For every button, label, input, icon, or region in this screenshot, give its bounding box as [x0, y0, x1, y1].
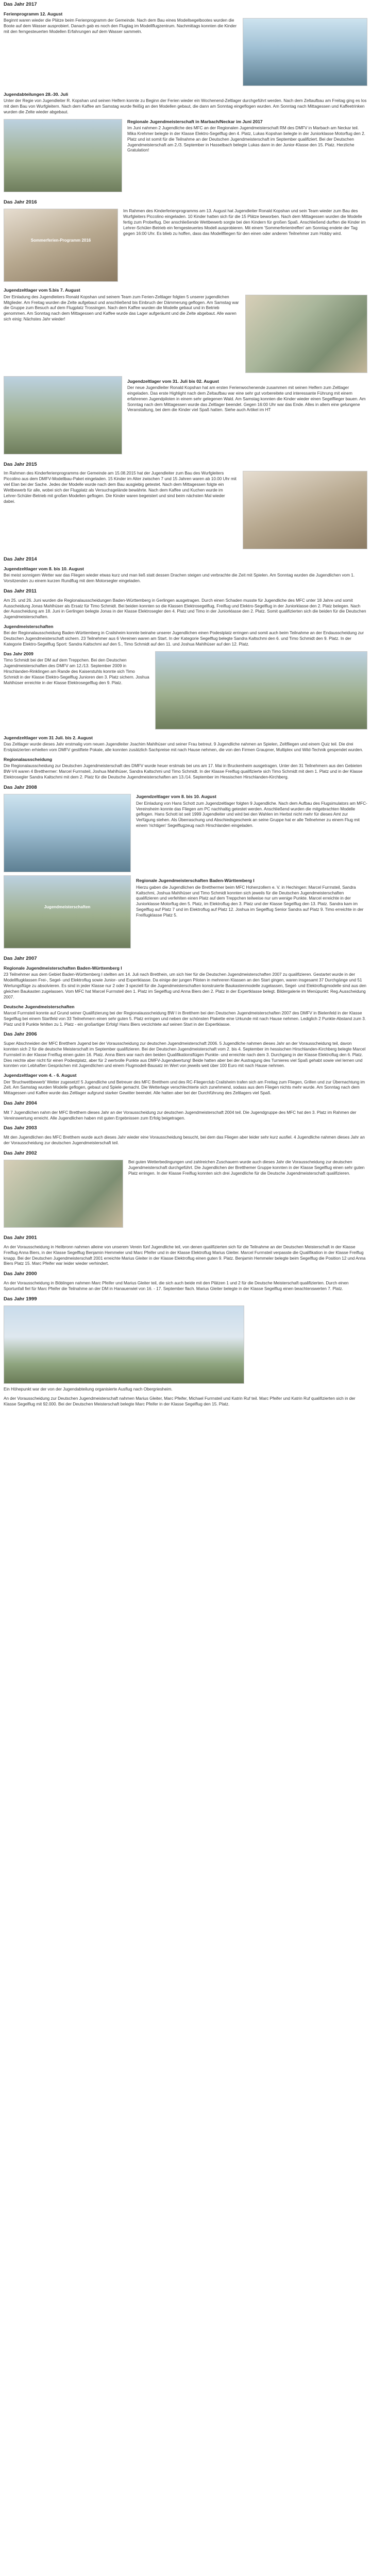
section-heading: Jugendabteilungen 28.-30. Juli	[4, 92, 69, 97]
section-heading: Jugendzeltlager vom 4. - 6. August	[4, 1073, 77, 1078]
paragraph: Timo Schmidt bei der DM auf dem Treppchen. Bei den Deutschen Jugendmeisterschaften des DMFV am 12./13. September 2009 in Hirschlanden-Rinklingen am Rande des Kaiserstuhls konnte sich Timo Schmidt in der Klasse Elektro-Segelflug Junioren den 3. Platz sichern. Joshua Mahlhüser erreichte in der Klasse Elektrosegelflug den 9. Platz.	[4, 658, 149, 685]
section-heading: Jugendzeltlager vom 31. Juli bis 02. August	[127, 378, 219, 384]
section-heading: Jugendzeltlager vom 31 Juli. bis 2. August	[4, 735, 93, 740]
year-heading: Das Jahr 2016	[4, 199, 37, 205]
paragraph: Im Rahmen des Kinderferienprogramms der Gemeinde am 15.08.2015 hat der Jugendleiter zum Bau des Wurfgleiters Piccolino aus dem DMFV-Modellbau-Paket eingeladen. 15 Kinder im Alter zwischen 7 und 15 Jahren waren ab 10.00 Uhr mit viel Elan bei der Sache. Jedes der Modelle wurde nach dem Bau ausgiebig getestet. Nach dem Mittagessen folgte ein Wettbewerb für alle, wobei sich der Flugplatz als Versuchsgelände bewährte. Nach dem Kaffee und Kuchen wurde im Lehrer-Schüler-Betrieb mit großen Modellen geflogen. Die Kinder waren begeistert und sind beim nächsten Mal wieder dabei.	[4, 471, 237, 504]
photo	[4, 1160, 123, 1228]
section-heading: Ferienprogramm 12. August	[4, 11, 63, 16]
paragraph: An der Vorausscheidung in Heilbronn nahmen alleine von unserem Verein fünf Jugendliche teil, von denen qualifizierten sich für die Teilnahme an der Deutschen Meisterschaft in der Klasse Freiflug Anna Biers, in der Klasse Segelflug Benjamin Hemmeler und Marc Pfeifer und in der Klasse Elektroflug Marius Gleiter. Marcel Furrnsteil verpasste die Qualifikation in der Klasse Freiflug knapp. Bei der Deutschen Jugendmeisterschaft 2001 erreichte Marius Gleiter in der Klasse Elektroflug einen guten 9. Platz. Benjamin Hemmeler belegte beim Segelflug die Position 12 und Anna Biers Platz 15. Marc Pfeifer war leider wieder verhindert.	[4, 1244, 366, 1266]
year-heading: Das Jahr 2015	[4, 461, 37, 467]
paragraph: Die Regionalausscheidung zur Deutschen Jugendmeisterschaft des DMFV wurde heuer erstmals bei uns am 17. Mai in Bruckenheim ausgetragen. Unter den 31 Teilnehmern aus den Gebieten BW-V4 waren 4 Bretthermer: Marcel Furrnsteil, Joshua Mahlhüser, Sandra Kaltschmi und Timo Schmidt. In der Klasse Freiflug qualifizierte sich Timo Schmidt mit dem 1. Platz und in der Klasse Elektrosegler Sandra Kaltschmi mit dem 2. Platz für die Deutsche Jugendmeisterschaften am 13./14. September im Hessischen Hirschlanden-Kirchberg.	[4, 764, 363, 779]
section-heading: Regionalausscheidung	[4, 756, 53, 762]
paragraph: Mit den Jugendlichen des MFC Bretthem wurde auch dieses Jahr wieder eine Vorausscheidung besucht, bei dem das Fliegen aber leider sehr kurz ausfiel. 4 Jugendliche nahmen dieses Jahr an der Vorausscheidung zur deutschen Jugendmeisterschaft teil.	[4, 1134, 365, 1145]
section-heading: Jugendzeltlager vom 8. bis 10. August	[4, 566, 84, 572]
photo	[4, 209, 118, 282]
paragraph: Der 'Bruchwettbewerb' Wetter zugesetzt! 5 Jugendliche und Betreuer des MFC Bretthem und des RC-Fliegerclub Crailsheim trafen sich am Freitag zum Fliegen, Grillen und zur Übernachtung im Zelt. Am Samstag wurden Modelle geflogen, gebaut und Spiele gemacht. Die Wetterlage verschlechterte sich zunehmend, sodass aus dem Fliegen nichts mehr wurde. Am Sonntag nach dem Mittagessen und Kaffee wurde das Zeltlager aufgrund starker Gewitter beendet. Alle hatten aber bei der Durchführung des Zeltlagers viel Spaß.	[4, 1079, 365, 1096]
section-heading: Regionale Jugendmeisterschaften Baden-Württemberg I	[4, 965, 122, 971]
paragraph: Beginnt waren wieder die Plätze beim Ferienprogramm der Gemeinde. Nach dem Bau eines Modellsegelbootes wurden die Boote auf dem Wasser ausprobiert. Danach gab es noch den Flugtag im Modellflugzentrum. Nachmittags konnten die Kinder mit den ferngesteuerten Modellen Erfahrungen auf dem Wasser sammeln.	[4, 18, 237, 34]
photo	[4, 1306, 244, 1384]
paragraph: Hierzu gaben die Jugendlichen die Bretthermer beim MFC Hohenzollern e. V. in Hechingen: Marcel Furrnsteil, Sandra Kaltschmi, Joshua Mahlhüser und Timo Schmidt konnten sich jeweils für die Deutschen Jugendmeisterschaften qualifizieren und verfehlten einen Platz auf dem Treppchen teilweise nur um wenige Punkte. Marcel erreichte in der Juniorklasse Motorflug den 5. Platz, im Elektroflug den 3. Platz und der Klasse Segelflug den 13. Platz. Sandra kam im Segelflug auf Platz 7 und im Elektroflug auf Platz 12. Joshua im Segelflug Senior Sandra auf Platz 9. Timo erreichte in der Freiflugklasse Platz 5.	[136, 885, 364, 918]
photo	[4, 875, 131, 948]
year-heading: Das Jahr 2004	[4, 1100, 37, 1107]
year-heading: Das Jahr 2001	[4, 1235, 37, 1241]
photo-caption: Sommerferien-Programm 2016	[30, 238, 91, 243]
photo	[243, 18, 367, 86]
year-heading: Das Jahr 2014	[4, 556, 37, 563]
paragraph: Marcel Furrnsteil konnte auf Grund seiner Qualifizierung bei der Regionalausscheidung BW I in Bretthem bei den Deutschen Jugendmeisterschaften 2007 des DMFV in Bielenfeld in der Klasse Segelflug bei einem Startfeld von 33 Teilnehmern einen sehr guten 5. Platz erringen und neben der schönsten Plakette eine Urkunde mit nach Hause nehmen. Lediglich 2 Punkte-Abstand zum 3. Platz und 8 Punkte fehlten zu 1. Platz - ein großartiger Erfolg! Hans Biers verzichtete auf seinen Start in der Expertklasse.	[4, 1010, 366, 1027]
paragraph: 23 Teilnehmer aus dem Gebiet Baden-Württemberg I stellten am 14. Juli nach Bretthein, um sich hier für die Deutschen Jugendmeisterschaften 2007 zu qualifizieren. Gestartet wurde in der Modellflugklassen Frei-, Segel- und Elektroflug sowie Junior- und Expertklasse. Da einige der jungen Piloten in mehreren Klassen an den Start gingen, waren insgesamt 37 Durchgänge und 51 Wertungsflüge zu absolvieren. Es sind in jeder Klasse nur 2 oder 3 speziell für die Jugendmeisterschaften konstruierte Baukastenmodelle zugelassen, Segel- und Elektroflugmodelle sind aus den gleichen Baukasten zugelassen. Vom MFC hat Marcel Furrnsteil den 1. Platz im Segelflug und Anna Biers den 2. Platz in der Expertklasse belegt. Bildergalerie im Menüpunkt: Reg.Ausscheidung 2007.	[4, 972, 366, 999]
paragraph: Mit 7 Jugendlichen nahm der MFC Bretthem dieses Jahr an der Vorausscheidung zur deutschen Jugendmeisterschaft 2004 teil. Die Jugendgruppe des MFC hat den 3. Platz im Rahmen der Vereinswertung erreicht. Alle Jugendlichen haben mit guten Ergebnissen zum Erfolg beigetragen.	[4, 1110, 357, 1121]
year-heading: Das Jahr 2011	[4, 588, 37, 595]
section-heading: Jugendzeltlager vom 5.bis 7. August	[4, 287, 80, 293]
paragraph: Bei meist sonnigem Wetter war das Fliegen wieder etwas kurz und man ließ statt dessen Drachen steigen und verbrachte die Zeit mit Spielen. Am Sonntag wurden die Jugendlichen vom 1. Vorsitzenden zu einem kurzen Rundflug mit dem Motorsegler eingeladen.	[4, 573, 355, 584]
paragraph: Das Zeltlager wurde dieses Jahr erstmalig vom neuen Jugendleiter Joachim Mahlhüser und seiner Frau betreut. 9 Jugendliche nahmen an Spielen, Zeltfliegen und einem Quiz teil. Die drei Erstplatzierten erhielten vom DMFV gestiftete Pokale, alle konnten zusätzlich Sachpreise mit nach Hause nehmen, die von den Firmen Graupner, Multiplex und Wild-Technik gespendet wurden.	[4, 742, 363, 753]
paragraph: Der Einladung des Jugendleiters Ronald Kopshan und seinem Team zum Ferien-Zeltlager folgten 5 unserer jugendlichen Mitglieder. Am Freitag wurden die Zelte aufgebaut und anschließend bis Einbruch der Dämmerung geflogen. Am Samstag war die Gruppe zum Besuch auf dem Flugplatz Trossingen. Nach dem Kaffee wurden die Modelle gebaut und in Betrieb genommen. Am Sonntag nach dem Mittagessen und Kaffee wurde das Lager aufgeräumt und die Zelte abgebaut. Alle waren sich einig: Nächstes Jahr wieder!	[4, 294, 239, 322]
paragraph: Am 25. und 26. Juni wurden die Regionalausscheidungen Baden-Württemberg in Gerlingen ausgetragen. Durch einen Schaden musste für Jugendliche des MFC unter 18 Jahre und somit Ausscheidung Jonas Mahlhüser als Ersatz für Timo Schmidt. Bei beiden konnten so die Klassen Elektrosegelflug, Freiflug und Elektro-Segelflug in der Juniorklasse den 2. Platz belegen. Nach der Ausscheidung am 18. Juni in Gerlingen belegte Jonas in der Klasse Elektrosegler den 4. Platz und Timo in der Juniorklasse den 2. Platz. Somit qualifizierten sich die beiden für die Deutschen Jugendmeisterschaften.	[4, 598, 366, 620]
year-heading: Das Jahr 2003	[4, 1125, 37, 1131]
paragraph: An der Vorausscheidung zur Deutschen Jugendmeisterschaft nahmen Marius Gleiter, Marc Pfeifer, Michael Furrnsteil und Katrin Ruf teil. Marc Pfeifer und Katrin Ruf qualifizierten sich in der Klasse Segelflug mit 92.000. Bei der Deutschen Meisterschaft belegte Marc Pfeifer in der Klasse Segelflug den 15. Platz.	[4, 1396, 356, 1406]
paragraph: Super Abschneiden der MFC Bretthem Jugend bei der Vorausscheidung zur deutschen Jugendmeisterschaft 2006. 5 Jugendliche nahmen dieses Jahr an der Vorausscheidung teil, davon konnten sich 2 für die deutsche Meisterschaft im September qualifizieren. Bei der Deutschen Jugendmeisterschaft vom 2. bis 4. September im hessischen Hirschlanden-Kirchberg belegte Marcel Furrnsteil in der Klasse Freiflug einen guten 16. Platz. Anna Biers war nach den beiden Qualifikationsflügen Punkte- und erreichte nach dem 3. Durchgang in der Klasse Elektroflug den 6. Platz. Dies reichte aber nicht für einen Podestplatz, aber für 2 wertvolle Punkte aus DMFV-Jugendwertung! Beide hatten aber bei der Austragung des Turnieres viel Spaß gehabt sowie viel lernen und konnten von Lebhaften Gesprächen mit Jugendlichen und einem Flugmodell-Bausatz im Wert von jeweils weit über 100 Euro mit nach Hause nehmen.	[4, 1041, 366, 1069]
photo	[4, 376, 122, 454]
photo	[155, 651, 367, 730]
year-heading: Das Jahr 2006	[4, 1031, 37, 1038]
year-heading: Das Jahr 2000	[4, 1271, 37, 1277]
paragraph: Der neue Jugendleiter Ronald Kopshan hat am ersten Ferienwochenende zusammen mit seinen Helfern zum Zeltlager eingeladen. Das erste Highlight nach dem Zeltaufbau war eine sehr gut vorbereitete und interessante Führung mit einem erfahrenen Jugendpiloten in einem sehr gelegenen Wald. Am Samstag konnten die Kinder wieder einen Segelflieger bauen. Am Sonntag nach dem Mittagessen wurde das Zeltlager beendet. Gegen 16:00 Uhr war das Ende. Alles in allem eine gelungene Veranstaltung, bei dem die Kinder viel Spaß hatten. Siehe auch Artikel im HT	[127, 385, 366, 413]
paragraph: Im Juni nahmen 2 Jugendliche des MFC an der Regionalen Jugendmeisterschaft RM des DMFV in Marbach am Neckar teil. Mika Krehmer belegte in der Klasse Elektro-Segelflug den 4. Platz, Lukas Kopshan belegte in der Juniorklasse Motorflug den 2. Platz und ist somit für die Teilnahme an der Deutschen Jugendmeisterschaft im September qualifiziert. Bei der Deutschen Jugendmeisterschaft am 2./3. September in Hasselbach belegte Lukas dann in der Junior-Klasse den 15. Platz. Herzliche Gratulation!	[127, 126, 365, 153]
year-heading: Das Jahr 2008	[4, 784, 37, 790]
section-heading: Deutsche Jugendmeisterschaften	[4, 1004, 75, 1009]
section-heading: Jugendzeltlager vom 8. bis 10. August	[136, 794, 216, 800]
paragraph: An der Vorausscheidung in Böblingen nahmen Marc Pfeifer und Marius Gleiter teil, die sich auch beide mit den Plätzen 1 und 2 für die Deutsche Meisterschaft qualifizierten. Durch einen Sportunfall fiel für Marc Pfeifer die Teilnahme an der DM in Hanauerwiel von 16. - 17. September flach. Marius Gleiter belegte in der Klasse Segelflug einen beachtenswerten 7. Platz.	[4, 1280, 349, 1291]
paragraph: Der Einladung von Hans Schott zum Jugendzeltlager folgten 9 Jugendliche. Nach dem Aufbau des Flugsimulators am MFC-Vereinsheim konnte das Fliegen am PC nachhaltig getestet werden. Anschließend wurden die mitgebrachten Modelle geflogen. Hans Schott ist seit 1999 Jugendleiter und wird bei den Wahlen im Herbst nicht mehr für dieses Amt zur Verfügung stehen. Als Überraschung und Abschiedsgeschenk an seine Gruppe hat er alle Teilnehmer zu einem Flug mit einem 'richtigen' Segelflugzeug nach Hirschlanden eingeladen.	[136, 801, 367, 828]
paragraph: Im Rahmen des Kinderferienprogramms am 13. August hat Jugendleiter Ronald Kopshan und sein Team wieder zum Bau des Wurfgleiters Piccolino eingeladen. 10 Kinder hatten sich für die 15 Plätze beworben. Nach dem Mittagessen wurden die Modelle fertig zum Probeflug. Der anschließende Wettbewerb sorgte bei den Kindern für großen Spaß. Anschließend durften die Kinder im Lehrer-Schüler-Betrieb ein ferngesteuertes Modell ausprobieren. Mit einem 'Sommerferientreffen' am Sonntag endete der Tag gegen 16:00 Uhr. Es blieb zu hoffen, dass das Modellfliegen für den einen oder anderen Teilnehmer zum Hobby wird.	[123, 209, 366, 236]
photo	[245, 295, 367, 373]
section-heading: Das Jahr 2009	[4, 651, 33, 656]
photo-caption: Jugendmeisterschaften	[44, 905, 91, 910]
paragraph: Ein Höhepunkt war der von der Jugendabteilung organisierte Ausflug nach Obergriesheim.	[4, 1387, 173, 1392]
year-heading: Das Jahr 2007	[4, 956, 37, 962]
photo	[4, 794, 131, 872]
section-heading: Jugendmeisterschaften	[4, 624, 54, 630]
paragraph: Unter der Regie von Jugendleiter R. Kopshan und seinen Helfern konnte zu Beginn der Ferien wieder ein Wochenend-Zeltlager durchgeführt werden. Nach dem Zeltaufbau am Freitag ging es los mit dem Bau von Wurfgleitern. Nach dem Kaffee am Samstag wurde fleißig an den Modellen gebaut, die dann am Sonntag eingeflogen wurden. Am Sonntag nach Mittagessen und Kaffeetrinken wurden die Zelte wieder abgebaut.	[4, 98, 367, 114]
photo	[4, 119, 122, 192]
section-heading: Regionale Jugendmeisterschaft in Marbach/Neckar im Juni 2017	[127, 118, 263, 124]
year-heading: Das Jahr 2017	[4, 2, 37, 7]
photo	[243, 471, 367, 549]
year-heading: Das Jahr 1999	[4, 1296, 37, 1302]
paragraph: Bei der Regionalausscheidung Baden-Württemberg in Crailsheim konnte beinahe unserer Jugendlichen einen Podestplatz erringen und somit auch beim Teilnahme an der Endausscheidung zur Deutschen Jugendmeisterschaft sichern. 23 Teilnehmer aus 6 Vereinen waren am Start. In der Kategorie Segelflug belegte Sandra Kaltschmi den 6. und Timo Schmidt den 9. Platz. In der Kategorie Elektro-Segelflug Sport: Sandra Kaltschmi auf den 5., Timo Schmidt auf den 11. und Joshua Mahlhüser auf den 12. Platz.	[4, 631, 364, 647]
paragraph: Bei guten Wetterbedingungen und zahlreichen Zuschauern wurde auch dieses Jahr die Vorausscheidung zur deutschen Jugendmeisterschaft durchgeführt. Die Jugendlichen der Bretthemer Gruppe konnten in der Klasse Segelflug einen sehr guten Platz erringen. In der Klasse Freiflug konnten sich drei Jugendliche für die Deutsche Jugendmeisterschaft qualifizieren.	[128, 1160, 365, 1176]
section-heading: Regionale Jugendmeisterschaften Baden-Württemberg I	[136, 878, 255, 884]
year-heading: Das Jahr 2002	[4, 1150, 37, 1156]
